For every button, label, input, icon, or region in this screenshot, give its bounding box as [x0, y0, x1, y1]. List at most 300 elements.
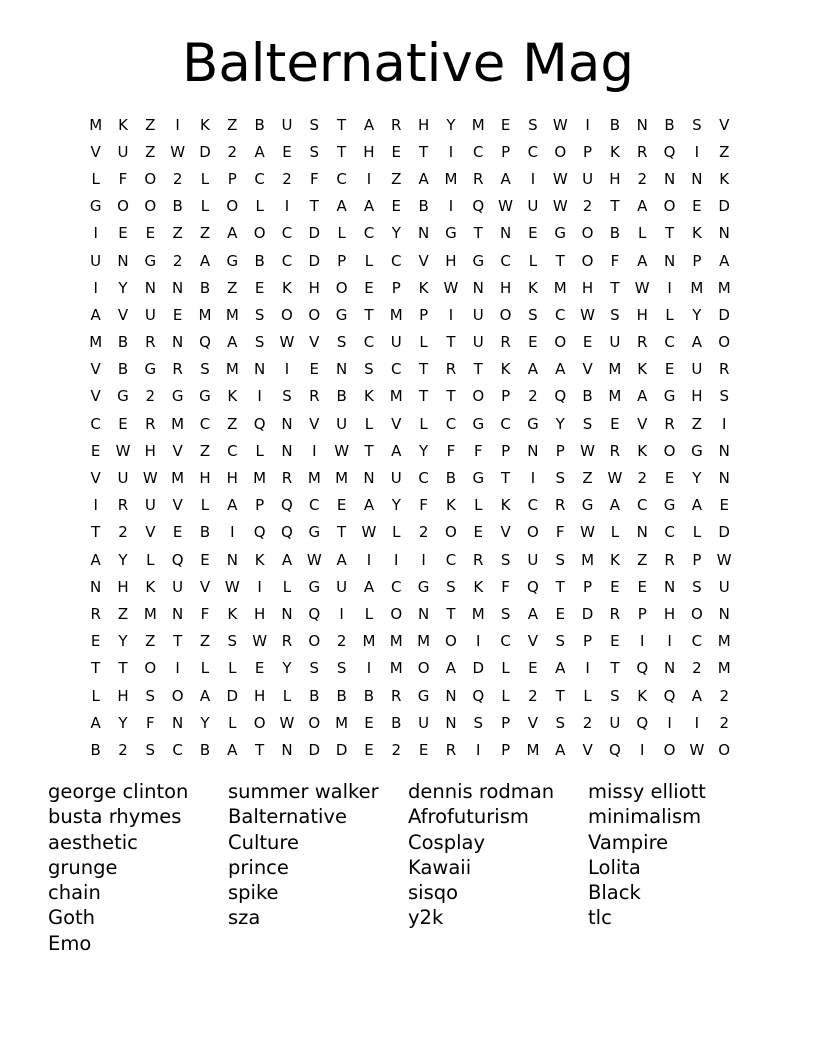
- grid-letter: B: [309, 686, 320, 705]
- grid-letter: C: [336, 169, 347, 188]
- grid-letter: F: [473, 441, 483, 460]
- grid-letter: A: [336, 197, 347, 216]
- grid-letter: U: [418, 713, 430, 732]
- grid-letter: S: [692, 577, 702, 596]
- grid-letter: N: [636, 115, 648, 134]
- grid-letter: I: [257, 577, 262, 596]
- grid-letter: W: [607, 469, 623, 488]
- grid-letter: T: [419, 360, 429, 379]
- grid-letter: E: [610, 577, 620, 596]
- grid-letter: H: [445, 251, 457, 270]
- grid-letter: N: [663, 251, 676, 270]
- word-list-item: Goth: [48, 906, 96, 930]
- grid-letter: R: [391, 115, 402, 134]
- grid-letter: R: [445, 360, 457, 379]
- grid-letter: O: [308, 713, 321, 732]
- grid-letter: D: [308, 224, 321, 243]
- grid-letter: V: [309, 333, 320, 352]
- grid-letter: W: [361, 523, 377, 542]
- grid-letter: N: [117, 251, 129, 270]
- word-list-item: prince: [228, 855, 289, 879]
- grid-letter: W: [552, 197, 568, 216]
- grid-letter: D: [472, 659, 485, 678]
- grid-letter: L: [474, 496, 483, 515]
- grid-letter: I: [667, 632, 672, 651]
- grid-letter: C: [527, 142, 539, 161]
- grid-letter: W: [115, 441, 131, 460]
- grid-letter: W: [498, 197, 513, 216]
- grid-letter: L: [146, 550, 155, 569]
- grid-letter: Y: [692, 469, 702, 488]
- grid-letter: Q: [663, 142, 676, 161]
- grid-letter: M: [717, 632, 731, 651]
- grid-letter: N: [718, 604, 730, 623]
- grid-letter: N: [718, 469, 730, 488]
- grid-letter: U: [117, 469, 129, 488]
- word-list-item: aesthetic: [48, 830, 138, 854]
- grid-letter: A: [637, 387, 648, 406]
- grid-letter: Z: [145, 142, 156, 161]
- grid-letter: Z: [227, 278, 238, 297]
- grid-letter: A: [363, 115, 375, 134]
- grid-letter: L: [200, 169, 210, 188]
- grid-letter: C: [90, 414, 101, 433]
- grid-letter: G: [171, 387, 184, 406]
- grid-letter: I: [93, 224, 98, 243]
- grid-letter: M: [553, 278, 567, 297]
- grid-letter: A: [199, 251, 211, 270]
- word-list-item: spike: [228, 881, 279, 905]
- grid-letter: L: [364, 604, 374, 623]
- grid-letter: L: [692, 523, 702, 542]
- grid-letter: L: [282, 686, 292, 705]
- grid-letter: R: [445, 740, 457, 759]
- grid-letter: P: [555, 441, 565, 460]
- grid-letter: D: [308, 251, 321, 270]
- grid-letter: L: [528, 251, 538, 270]
- grid-letter: N: [172, 713, 184, 732]
- grid-letter: G: [308, 577, 321, 596]
- grid-letter: Z: [117, 604, 129, 623]
- grid-letter: O: [472, 387, 485, 406]
- grid-letter: W: [552, 115, 568, 134]
- grid-letter: L: [364, 251, 374, 270]
- grid-letter: P: [501, 142, 511, 161]
- grid-letter: I: [448, 305, 454, 324]
- grid-letter: T: [364, 305, 374, 324]
- grid-letter: E: [172, 523, 183, 542]
- grid-letter: B: [609, 224, 621, 243]
- grid-letter: N: [281, 740, 293, 759]
- grid-letter: S: [336, 333, 347, 352]
- grid-letter: N: [718, 441, 730, 460]
- grid-letter: E: [664, 360, 675, 379]
- grid-letter: Z: [145, 632, 156, 651]
- grid-letter: B: [117, 333, 129, 352]
- grid-letter: K: [637, 441, 648, 460]
- grid-letter: 2: [637, 169, 647, 188]
- grid-letter: E: [418, 740, 429, 759]
- grid-letter: T: [664, 224, 675, 243]
- grid-letter: G: [691, 441, 703, 460]
- grid-letter: Q: [472, 686, 485, 705]
- grid-letter: T: [610, 659, 620, 678]
- grid-letter: C: [281, 224, 293, 243]
- grid-letter: E: [364, 278, 374, 297]
- grid-letter: 2: [528, 387, 538, 406]
- grid-row: [82, 519, 738, 546]
- grid-letter: V: [637, 414, 648, 433]
- grid-letter: U: [172, 577, 184, 596]
- grid-letter: T: [91, 523, 101, 542]
- grid-letter: U: [336, 414, 348, 433]
- grid-letter: M: [171, 414, 185, 433]
- grid-letter: L: [255, 441, 264, 460]
- grid-letter: N: [691, 169, 703, 188]
- grid-letter: R: [664, 550, 675, 569]
- grid-letter: U: [582, 169, 594, 188]
- grid-letter: 2: [145, 387, 156, 406]
- grid-letter: Y: [118, 550, 128, 569]
- grid-letter: B: [117, 360, 129, 379]
- word-list-item: summer walker: [228, 780, 379, 803]
- grid-letter: S: [364, 360, 374, 379]
- grid-letter: T: [364, 441, 374, 460]
- grid-letter: O: [144, 659, 157, 678]
- grid-letter: N: [527, 441, 539, 460]
- grid-letter: 2: [227, 142, 238, 161]
- grid-letter: V: [582, 360, 593, 379]
- grid-letter: E: [145, 224, 156, 243]
- grid-letter: R: [664, 414, 675, 433]
- grid-letter: B: [90, 740, 101, 759]
- grid-letter: L: [91, 686, 100, 705]
- grid-letter: S: [555, 469, 565, 488]
- grid-letter: D: [718, 305, 730, 324]
- word-list-item: sisqo: [408, 881, 459, 905]
- grid-letter: O: [308, 632, 321, 651]
- grid-letter: M: [89, 333, 103, 352]
- grid-letter: I: [585, 115, 590, 134]
- grid-letter: U: [527, 197, 539, 216]
- grid-letter: M: [389, 632, 403, 651]
- grid-letter: S: [555, 550, 565, 569]
- grid-letter: U: [609, 333, 621, 352]
- grid-letter: L: [200, 496, 210, 515]
- grid-letter: B: [336, 387, 347, 406]
- grid-letter: D: [581, 604, 594, 623]
- grid-letter: E: [664, 469, 675, 488]
- grid-letter: I: [93, 496, 98, 515]
- grid-letter: S: [254, 333, 265, 352]
- grid-letter: N: [663, 169, 676, 188]
- grid-letter: Q: [308, 604, 321, 623]
- grid-letter: A: [391, 441, 402, 460]
- grid-row: [82, 410, 738, 437]
- grid-letter: G: [335, 305, 348, 324]
- grid-letter: G: [417, 577, 430, 596]
- grid-letter: A: [418, 169, 429, 188]
- grid-letter: R: [90, 604, 101, 623]
- grid-letter: O: [253, 224, 266, 243]
- grid-letter: I: [366, 169, 372, 188]
- grid-letter: D: [308, 740, 321, 759]
- grid-letter: B: [363, 686, 375, 705]
- grid-letter: P: [583, 632, 593, 651]
- grid-letter: M: [335, 713, 349, 732]
- grid-letter: 2: [528, 686, 538, 705]
- grid-letter: M: [389, 387, 403, 406]
- grid-letter: Z: [145, 115, 156, 134]
- grid-letter: 2: [719, 713, 729, 732]
- grid-letter: O: [527, 523, 539, 542]
- grid-letter: Y: [118, 713, 128, 732]
- grid-letter: U: [718, 577, 730, 596]
- grid-letter: S: [719, 387, 729, 406]
- grid-letter: V: [90, 469, 101, 488]
- grid-letter: S: [555, 632, 565, 651]
- grid-letter: C: [445, 414, 457, 433]
- word-list-item: Afrofuturism: [408, 805, 529, 829]
- grid-letter: M: [225, 360, 239, 379]
- grid-letter: Z: [199, 441, 211, 460]
- grid-letter: A: [254, 142, 265, 161]
- grid-letter: F: [419, 496, 428, 515]
- word-list-item: chain: [48, 881, 101, 905]
- grid-letter: Z: [582, 469, 593, 488]
- grid-letter: D: [335, 740, 348, 759]
- grid-letter: Y: [391, 496, 401, 515]
- word-list-item: y2k: [408, 906, 444, 930]
- grid-letter: Y: [282, 659, 292, 678]
- grid-row: [82, 464, 738, 491]
- grid-row: [82, 736, 738, 763]
- grid-letter: G: [472, 251, 485, 270]
- grid-letter: K: [254, 550, 265, 569]
- grid-letter: 2: [582, 197, 593, 216]
- grid-letter: C: [227, 441, 238, 460]
- grid-letter: U: [472, 333, 484, 352]
- grid-letter: E: [172, 305, 183, 324]
- grid-letter: O: [581, 224, 594, 243]
- word-list-item: minimalism: [588, 805, 702, 829]
- grid-letter: Q: [663, 686, 676, 705]
- grid-letter: O: [171, 686, 184, 705]
- grid-letter: B: [172, 197, 183, 216]
- grid-letter: L: [228, 713, 237, 732]
- grid-letter: U: [144, 305, 156, 324]
- grid-letter: N: [663, 659, 676, 678]
- grid-letter: C: [363, 224, 375, 243]
- grid-letter: G: [308, 523, 321, 542]
- grid-letter: E: [90, 632, 101, 651]
- grid-letter: U: [472, 305, 484, 324]
- grid-letter: T: [473, 224, 483, 243]
- word-list-item: sza: [228, 906, 261, 930]
- grid-letter: Y: [555, 414, 565, 433]
- grid-letter: C: [664, 523, 675, 542]
- grid-row: [82, 709, 738, 736]
- grid-letter: I: [339, 604, 344, 623]
- grid-letter: N: [144, 278, 156, 297]
- grid-letter: P: [692, 251, 702, 270]
- grid-letter: O: [253, 713, 266, 732]
- grid-letter: E: [528, 333, 538, 352]
- grid-letter: P: [692, 550, 702, 569]
- grid-letter: I: [421, 550, 426, 569]
- grid-letter: O: [499, 305, 512, 324]
- word-list-item: tlc: [588, 906, 612, 930]
- grid-letter: M: [608, 387, 622, 406]
- grid-letter: L: [392, 523, 401, 542]
- grid-letter: W: [279, 333, 295, 352]
- grid-letter: O: [718, 740, 731, 759]
- grid-letter: H: [691, 387, 703, 406]
- grid-letter: B: [199, 523, 211, 542]
- grid-letter: W: [634, 278, 650, 297]
- grid-letter: G: [199, 387, 211, 406]
- grid-letter: G: [117, 387, 129, 406]
- grid-letter: H: [663, 604, 676, 623]
- grid-letter: N: [172, 333, 184, 352]
- grid-row: [82, 329, 738, 356]
- grid-letter: F: [146, 713, 155, 732]
- grid-letter: N: [226, 550, 238, 569]
- grid-letter: M: [389, 659, 403, 678]
- grid-letter: N: [90, 577, 102, 596]
- grid-letter: A: [527, 604, 539, 623]
- grid-letter: O: [663, 197, 676, 216]
- grid-letter: M: [389, 305, 403, 324]
- grid-letter: H: [417, 115, 430, 134]
- grid-letter: L: [419, 333, 428, 352]
- grid-letter: O: [554, 333, 567, 352]
- grid-letter: R: [718, 360, 730, 379]
- grid-letter: K: [473, 577, 484, 596]
- word-list-item: Cosplay: [408, 830, 485, 854]
- grid-letter: V: [391, 414, 402, 433]
- grid-letter: Q: [253, 414, 266, 433]
- grid-letter: W: [142, 469, 158, 488]
- grid-letter: L: [200, 659, 210, 678]
- grid-letter: E: [555, 604, 565, 623]
- grid-row: [82, 600, 738, 627]
- grid-letter: Q: [171, 550, 184, 569]
- grid-letter: V: [719, 115, 730, 134]
- grid-letter: N: [417, 224, 430, 243]
- grid-letter: 2: [418, 523, 429, 542]
- grid-letter: R: [145, 414, 156, 433]
- grid-letter: R: [309, 387, 320, 406]
- grid-letter: G: [527, 414, 539, 433]
- grid-letter: 2: [118, 740, 128, 759]
- grid-letter: K: [446, 496, 456, 515]
- grid-letter: U: [90, 251, 102, 270]
- grid-letter: A: [691, 333, 703, 352]
- grid-letter: R: [555, 496, 566, 515]
- grid-letter: Y: [200, 713, 210, 732]
- grid-letter: E: [637, 577, 647, 596]
- grid-letter: I: [284, 197, 290, 216]
- grid-letter: P: [637, 604, 647, 623]
- grid-letter: A: [691, 496, 703, 515]
- grid-letter: N: [445, 713, 457, 732]
- grid-letter: F: [446, 441, 456, 460]
- grid-letter: C: [254, 169, 265, 188]
- grid-letter: T: [555, 686, 565, 705]
- grid-letter: O: [417, 659, 430, 678]
- grid-letter: Q: [554, 387, 567, 406]
- grid-letter: O: [445, 632, 457, 651]
- grid-letter: M: [581, 550, 595, 569]
- grid-letter: Z: [199, 632, 211, 651]
- grid-letter: N: [445, 686, 457, 705]
- grid-letter: O: [718, 333, 731, 352]
- grid-letter: T: [555, 251, 565, 270]
- grid-letter: O: [390, 604, 403, 623]
- grid-letter: K: [691, 224, 702, 243]
- grid-letter: U: [336, 577, 348, 596]
- word-list-item: george clinton: [48, 780, 189, 803]
- grid-letter: S: [145, 686, 156, 705]
- grid-letter: I: [721, 414, 727, 433]
- grid-letter: S: [309, 142, 320, 161]
- grid-letter: F: [309, 169, 319, 188]
- grid-letter: G: [89, 197, 102, 216]
- word-list-item: Culture: [228, 830, 299, 854]
- grid-letter: A: [227, 740, 238, 759]
- grid-letter: T: [118, 659, 128, 678]
- grid-letter: A: [527, 360, 539, 379]
- grid-letter: N: [718, 224, 730, 243]
- grid-letter: I: [366, 659, 372, 678]
- grid-letter: W: [552, 169, 568, 188]
- grid-letter: Z: [172, 224, 183, 243]
- grid-letter: Q: [636, 659, 649, 678]
- grid-letter: E: [282, 142, 292, 161]
- grid-letter: C: [309, 496, 320, 515]
- grid-letter: Q: [199, 333, 211, 352]
- grid-letter: L: [610, 523, 620, 542]
- grid-letter: R: [500, 333, 511, 352]
- grid-letter: E: [391, 142, 402, 161]
- grid-letter: F: [555, 523, 565, 542]
- grid-letter: B: [254, 251, 265, 270]
- grid-letter: N: [172, 604, 184, 623]
- grid-row: [82, 682, 738, 709]
- word-list-item: grunge: [48, 855, 118, 879]
- grid-letter: G: [226, 251, 239, 270]
- grid-row: [82, 573, 738, 600]
- grid-letter: S: [500, 550, 511, 569]
- grid-letter: Q: [527, 577, 539, 596]
- grid-letter: C: [391, 251, 402, 270]
- grid-letter: G: [554, 224, 567, 243]
- grid-letter: Z: [637, 550, 648, 569]
- grid-letter: V: [500, 523, 511, 542]
- grid-letter: M: [417, 632, 431, 651]
- grid-letter: I: [476, 740, 481, 759]
- grid-letter: K: [500, 496, 511, 515]
- grid-letter: S: [309, 659, 320, 678]
- grid-letter: G: [581, 496, 594, 515]
- grid-letter: L: [282, 577, 292, 596]
- grid-letter: W: [443, 278, 459, 297]
- grid-letter: F: [200, 604, 210, 623]
- grid-row: [82, 220, 738, 247]
- grid-letter: R: [281, 469, 293, 488]
- grid-letter: R: [473, 169, 484, 188]
